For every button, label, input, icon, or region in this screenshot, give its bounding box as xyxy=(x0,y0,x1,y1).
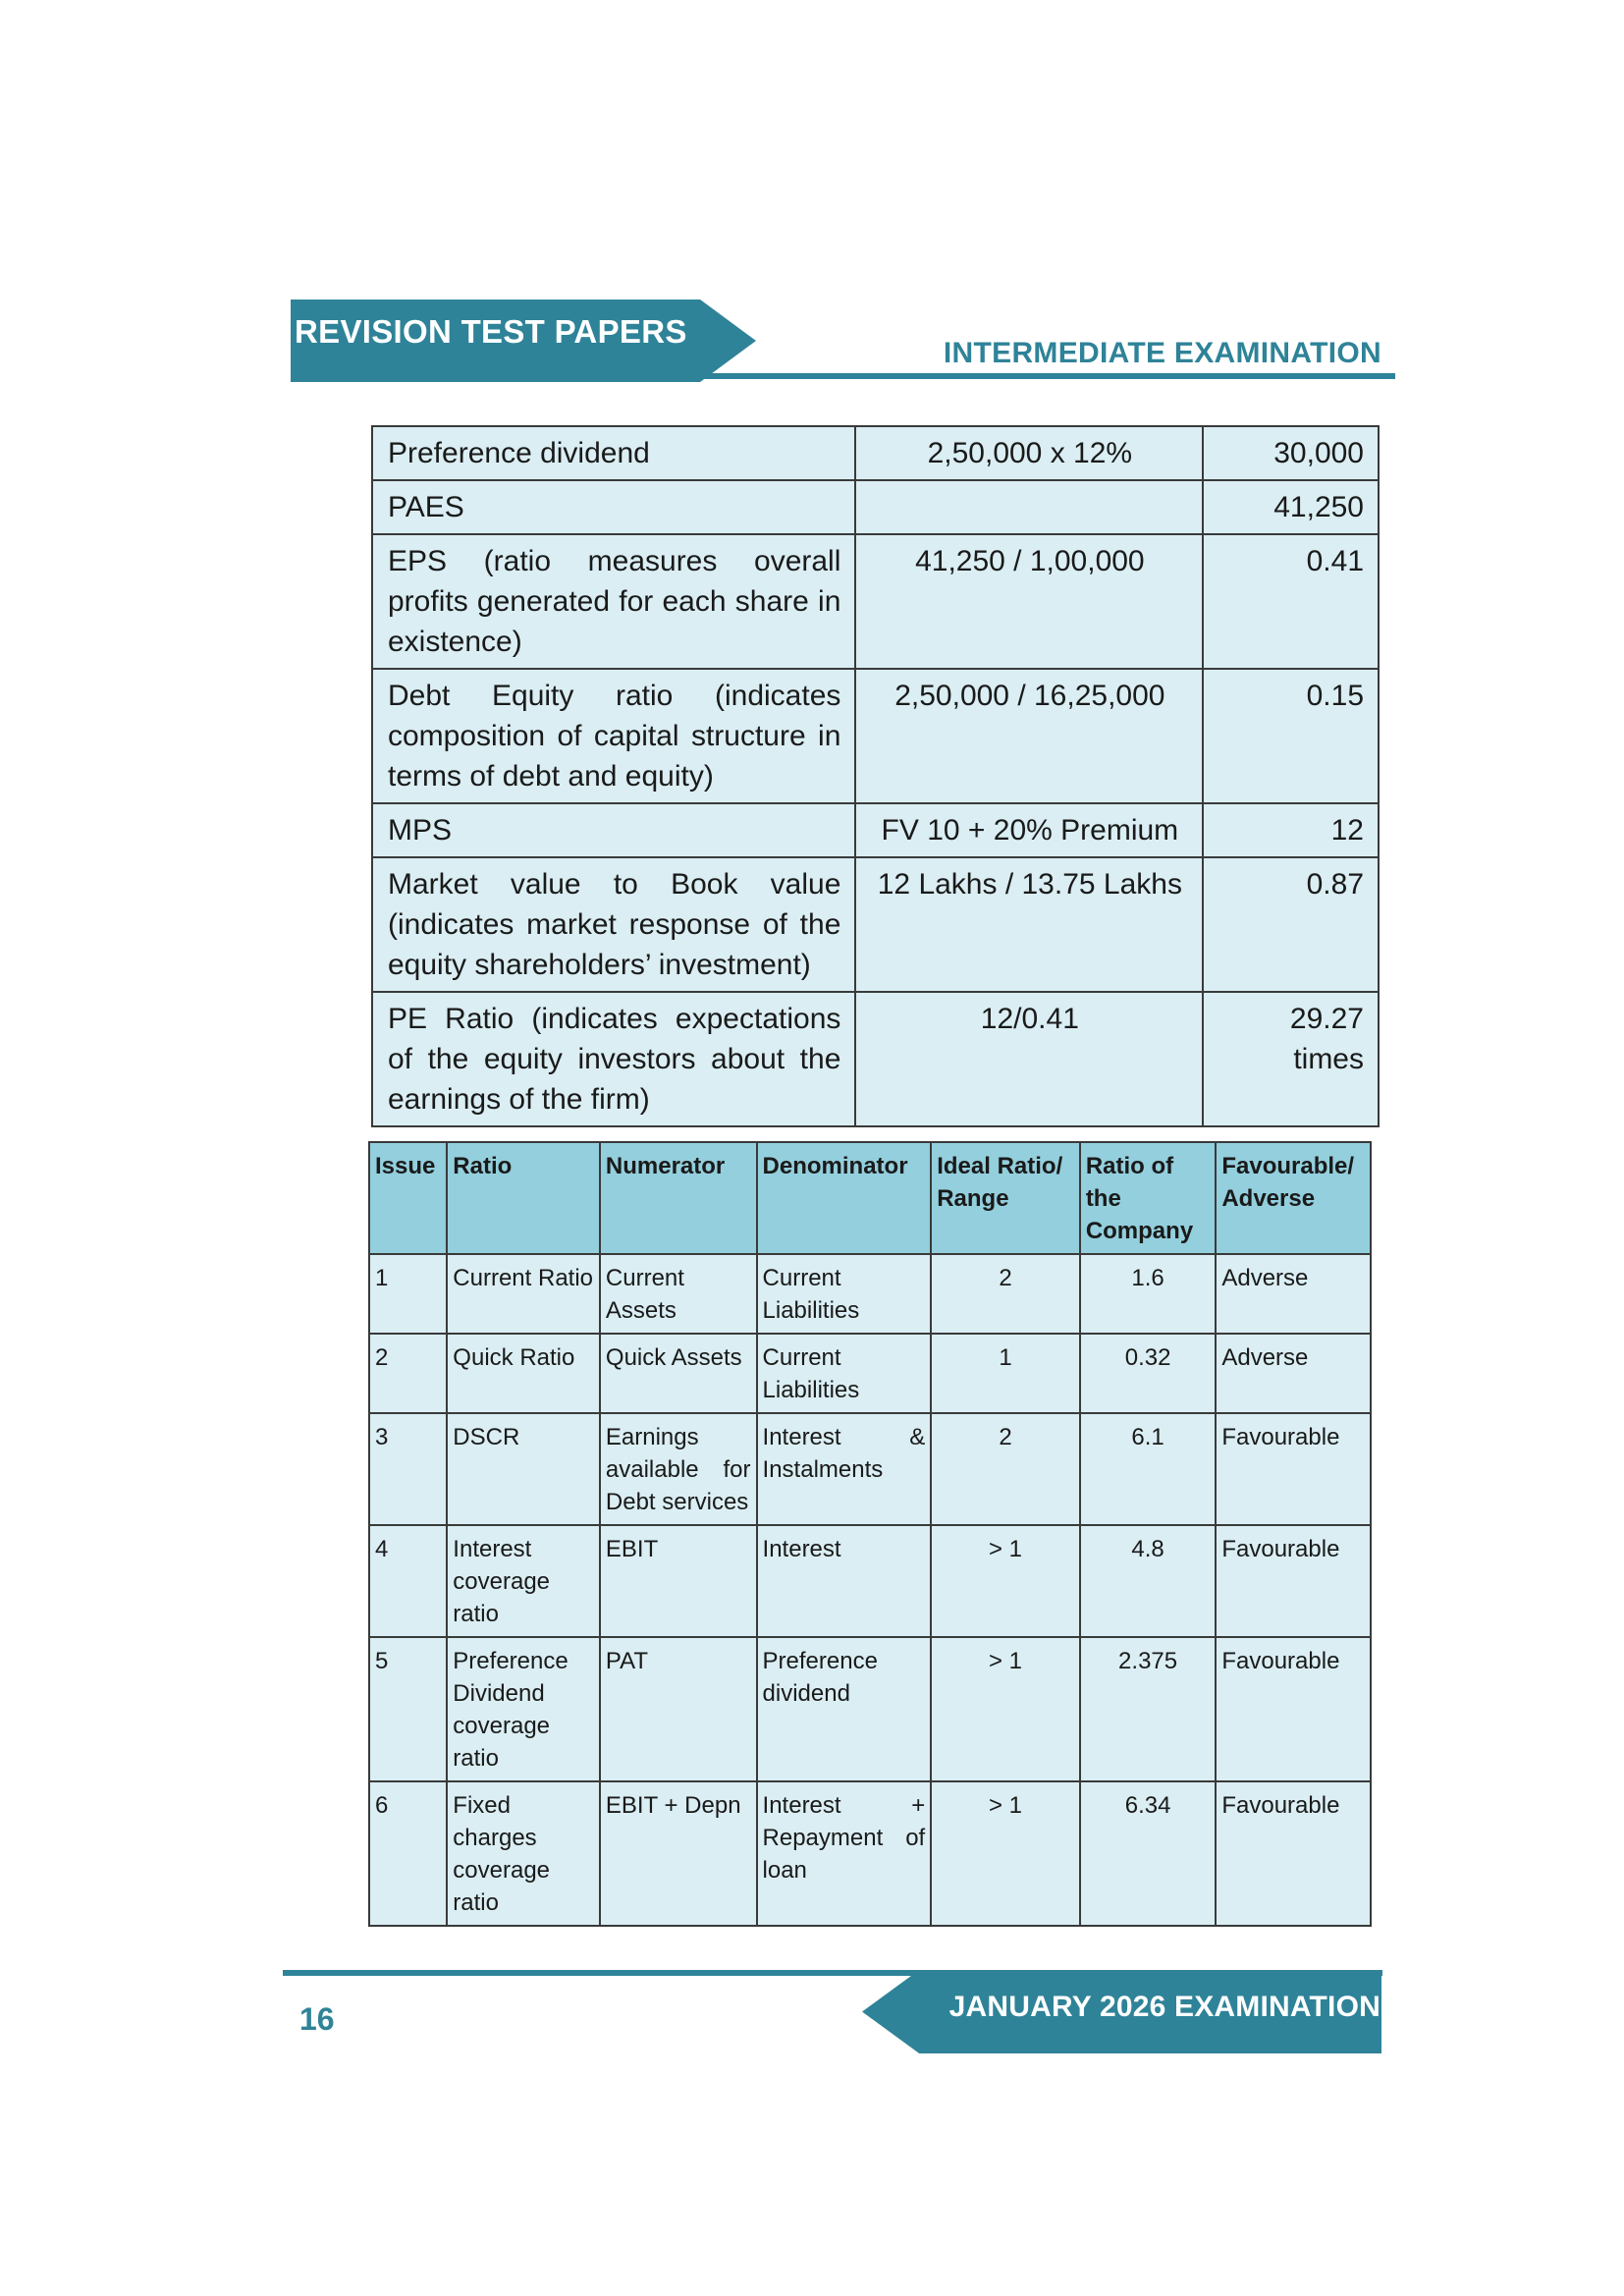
cell-issue: 2 xyxy=(369,1334,447,1413)
header-left-title: REVISION TEST PAPERS xyxy=(295,313,687,350)
cell-denominator: Interest xyxy=(757,1525,932,1637)
cell-denominator: Interest + Repayment of loan xyxy=(757,1781,932,1926)
table-row xyxy=(372,534,1379,669)
row-formula: 41,250 / 1,00,000 xyxy=(855,534,1203,669)
row-formula: FV 10 + 20% Premium xyxy=(855,803,1203,857)
cell-numerator: Current Assets xyxy=(600,1254,757,1334)
row-label: Debt Equity ratio (indicates composition of capital structure in terms of debt and equity) xyxy=(372,669,855,803)
cell-company-ratio: 2.375 xyxy=(1080,1637,1217,1781)
cell-ideal: 2 xyxy=(931,1254,1080,1334)
table-row xyxy=(372,992,1379,1126)
row-formula: 2,50,000 x 12% xyxy=(855,426,1203,480)
cell-numerator: EBIT + Depn xyxy=(600,1781,757,1926)
table-row xyxy=(369,1334,1371,1413)
row-label: PAES xyxy=(372,480,855,534)
cell-issue: 5 xyxy=(369,1637,447,1781)
row-label: PE Ratio (indicates expectations of the equity investors about the earnings of the firm) xyxy=(372,992,855,1126)
table-row xyxy=(369,1525,1371,1637)
cell-assessment: Adverse xyxy=(1216,1254,1371,1334)
cell-ideal: > 1 xyxy=(931,1781,1080,1926)
column-header: Ideal Ratio/ Range xyxy=(931,1142,1080,1254)
header-rule xyxy=(291,373,1395,379)
cell-ratio: Interest coverage ratio xyxy=(447,1525,600,1637)
cell-numerator: EBIT xyxy=(600,1525,757,1637)
row-formula: 12/0.41 xyxy=(855,992,1203,1126)
cell-denominator: Current Liabilities xyxy=(757,1334,932,1413)
cell-assessment: Favourable xyxy=(1216,1525,1371,1637)
cell-numerator: Quick Assets xyxy=(600,1334,757,1413)
row-formula xyxy=(855,480,1203,534)
cell-denominator: Current Liabilities xyxy=(757,1254,932,1334)
column-header: Favourable/ Adverse xyxy=(1216,1142,1371,1254)
cell-ratio: DSCR xyxy=(447,1413,600,1525)
footer-exam-title: JANUARY 2026 EXAMINATION xyxy=(948,1991,1380,2023)
row-value: 0.41 xyxy=(1203,534,1379,669)
row-label: EPS (ratio measures overall profits generated for each share in existence) xyxy=(372,534,855,669)
table-row xyxy=(372,669,1379,803)
cell-denominator: Interest & Instalments xyxy=(757,1413,932,1525)
cell-ratio: Quick Ratio xyxy=(447,1334,600,1413)
table-row xyxy=(372,480,1379,534)
table-row xyxy=(369,1413,1371,1525)
cell-ratio: Preference Dividend coverage ratio xyxy=(447,1637,600,1781)
cell-issue: 6 xyxy=(369,1781,447,1926)
cell-assessment: Favourable xyxy=(1216,1781,1371,1926)
cell-issue: 3 xyxy=(369,1413,447,1525)
cell-assessment: Adverse xyxy=(1216,1334,1371,1413)
cell-ideal: 2 xyxy=(931,1413,1080,1525)
column-header: Numerator xyxy=(600,1142,757,1254)
row-label: Market value to Book value (indicates market response of the equity shareholders’ investment) xyxy=(372,857,855,992)
row-formula: 2,50,000 / 16,25,000 xyxy=(855,669,1203,803)
table-row xyxy=(372,857,1379,992)
row-value: 30,000 xyxy=(1203,426,1379,480)
cell-numerator: Earnings available for Debt services xyxy=(600,1413,757,1525)
cell-assessment: Favourable xyxy=(1216,1413,1371,1525)
row-label: MPS xyxy=(372,803,855,857)
cell-ideal: > 1 xyxy=(931,1525,1080,1637)
cell-ratio: Fixed charges coverage ratio xyxy=(447,1781,600,1926)
row-label: Preference dividend xyxy=(372,426,855,480)
ratio-analysis-table xyxy=(368,1141,1372,1927)
cell-ideal: 1 xyxy=(931,1334,1080,1413)
cell-assessment: Favourable xyxy=(1216,1637,1371,1781)
table-row xyxy=(372,426,1379,480)
cell-company-ratio: 6.1 xyxy=(1080,1413,1217,1525)
row-value: 0.15 xyxy=(1203,669,1379,803)
table-row xyxy=(372,803,1379,857)
row-value: 41,250 xyxy=(1203,480,1379,534)
cell-ratio: Current Ratio xyxy=(447,1254,600,1334)
column-header: Denominator xyxy=(757,1142,932,1254)
cell-ideal: > 1 xyxy=(931,1637,1080,1781)
column-header: Issue xyxy=(369,1142,447,1254)
row-formula: 12 Lakhs / 13.75 Lakhs xyxy=(855,857,1203,992)
row-value: 12 xyxy=(1203,803,1379,857)
column-header: Ratio of the Company xyxy=(1080,1142,1217,1254)
header-right-title: INTERMEDIATE EXAMINATION xyxy=(943,337,1381,369)
cell-numerator: PAT xyxy=(600,1637,757,1781)
cell-company-ratio: 1.6 xyxy=(1080,1254,1217,1334)
table-row xyxy=(369,1781,1371,1926)
cell-issue: 4 xyxy=(369,1525,447,1637)
table-row xyxy=(369,1637,1371,1781)
table-header-row xyxy=(369,1142,1371,1254)
column-header: Ratio xyxy=(447,1142,600,1254)
row-value: 29.27 times xyxy=(1203,992,1379,1126)
cell-company-ratio: 4.8 xyxy=(1080,1525,1217,1637)
calculation-table xyxy=(371,425,1380,1127)
cell-company-ratio: 0.32 xyxy=(1080,1334,1217,1413)
cell-company-ratio: 6.34 xyxy=(1080,1781,1217,1926)
table-row xyxy=(369,1254,1371,1334)
cell-denominator: Preference dividend xyxy=(757,1637,932,1781)
row-value: 0.87 xyxy=(1203,857,1379,992)
cell-issue: 1 xyxy=(369,1254,447,1334)
page-number: 16 xyxy=(299,2001,335,2037)
